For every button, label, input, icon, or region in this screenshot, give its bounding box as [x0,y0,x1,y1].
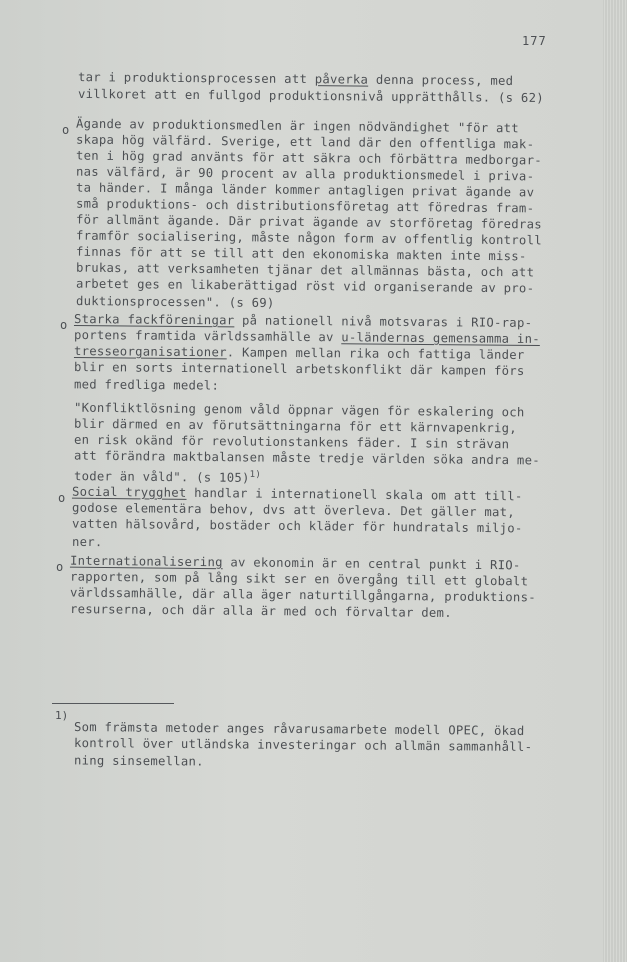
text-line: tar i produktionsprocessen att påverka denna process, med [77,70,514,88]
bullet-marker: o [56,560,64,574]
quote-line: "Konfliktlösning genom våld öppnar vägen för eskalering och [73,400,525,420]
footnote-line: Som främsta metoder anges råvarusamarbete modell OPEC, ökad [73,720,525,738]
footnote-divider [52,703,174,704]
quote-line: blir därmed en av förutsättningarna för ett kärnvapenkrig, [73,416,518,436]
text-line: Internationalisering av ekonomin är en central punkt i RIO- [69,553,521,573]
text-line: med fredliga medel: [73,377,220,393]
text-line: godose elementära behov, dvs att överleva. Det gäller mat, [71,500,516,520]
text-line: blir en sorts internationell arbetskonflikt där kampen förs [73,360,525,378]
text-line: tresseorganisationer. Kampen mellan rika och fattiga länder [73,344,525,362]
text-line: små produktions- och distributionsföretag att föredras fram- [75,196,535,216]
footnote-ref: 1) [249,469,262,480]
page-stack-edge [603,0,627,962]
text-line: arbetet ges en likaberättigad röst vid organiserande av pro- [75,276,535,296]
bullet-marker: o [62,123,70,137]
quote-line: att förändra maktbalansen måste tredje världen söka andra me- [73,448,540,468]
text-line: världssamhälle, där alla äger naturtillgångarna, produktions- [69,585,536,605]
text-line: vatten hälsovård, bostäder och kläder för hundratals miljo- [71,516,523,536]
text-line: resurserna, och där alla är med och förvaltar dem. [69,602,452,620]
footnote-mark: 1) [55,709,69,722]
text-line: Starka fackföreningar på nationell nivå motsvaras i RIO-rap- [73,312,533,330]
text-line: skapa hög välfärd. Sverige, ett land där den offentliga mak- [75,132,535,152]
text-line: ner. [71,534,103,550]
text-line: nas välfärd, är 90 procent av alla produktionsmedel i priva- [75,164,535,184]
quote-line: toder än våld". (s 105)$^{1)}$ [73,469,262,485]
text-line: villkoret att en fullgod produktionsnivå upprätthålls. (s 62) [77,86,544,106]
text-line: duktionsprocessen". (s 69) [75,293,275,311]
text-line: brukas, att verksamheten tjänar det allmännas bästa, och att [75,260,535,280]
footnote-line: ning sinsemellan. [73,753,204,769]
text-line: ten i hög grad använts för att säkra och förbättra medborgar- [75,148,542,168]
text-line: rapporten, som på lång sikt ser en övergång till ett globalt [69,569,529,589]
bullet-marker: o [58,491,66,505]
text-line: portens framtida världssamhälle av u-ländernas gemensamma in- [73,327,540,347]
quote-line: en risk okänd för revolutionstankens fäder. I sin strävan [73,432,510,452]
page-number: 177 [522,34,547,48]
bullet-marker: o [60,318,68,332]
text-line: Social trygghet handlar i internationell skala om att till- [71,484,523,504]
text-line: finnas för att se till att den ekonomiska makten inte miss- [75,244,527,264]
text-line: för allmänt ägande. Där privat ägande av storföretag föredras [75,212,542,232]
footnote-line: kontroll över utländska investeringar och allmän sammanhåll- [73,736,533,754]
text-line: Ägande av produktionsmedlen är ingen nödvändighet "för att [75,116,520,136]
text-line: framför socialisering, måste någon form av offentlig kontroll [75,228,542,248]
text-line: ta händer. I många länder kommer antagligen privat ägande av [75,180,535,200]
